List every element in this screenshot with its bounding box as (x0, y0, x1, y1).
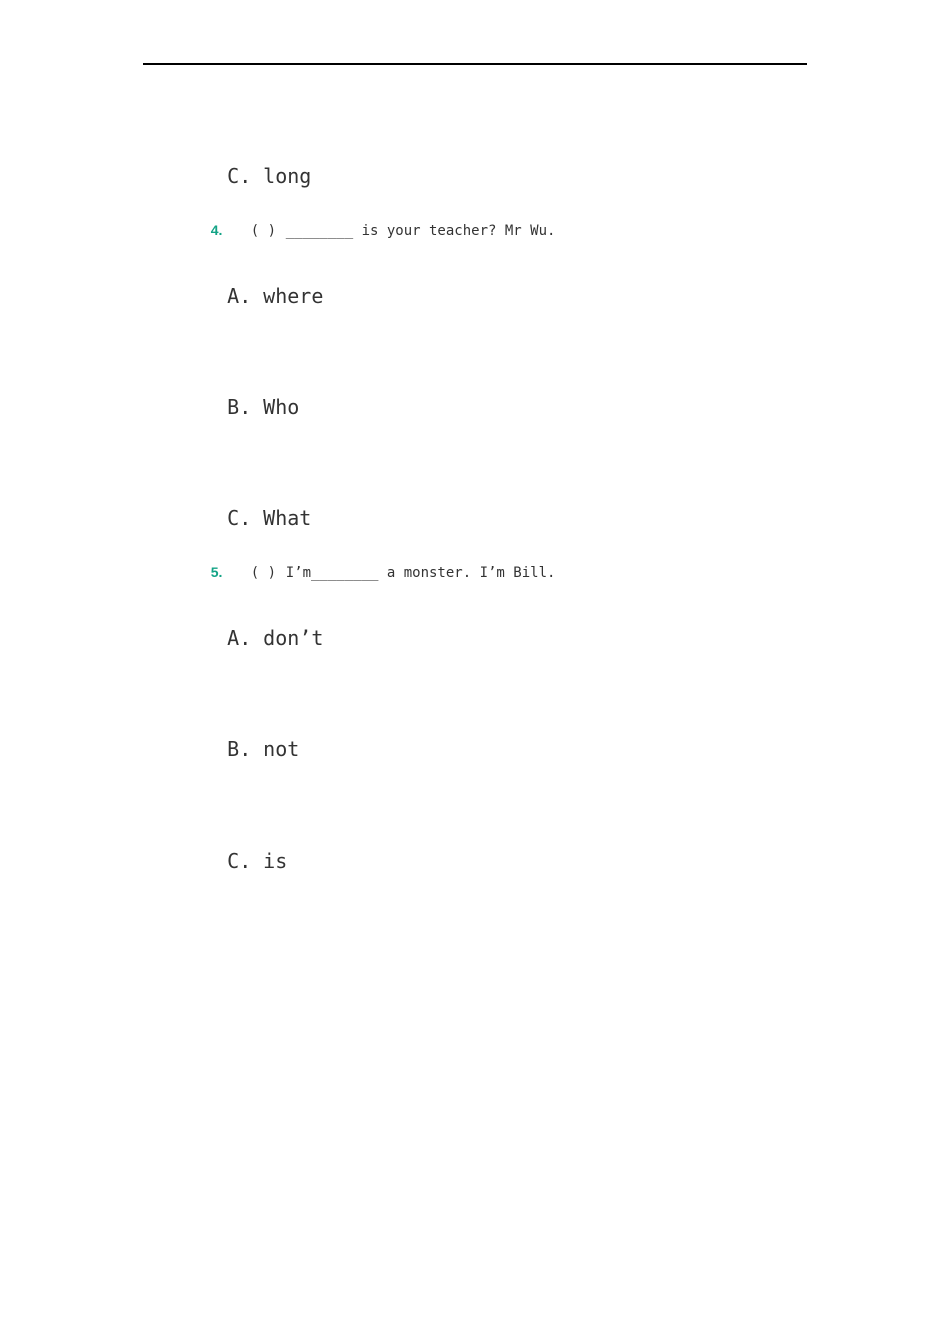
option-text: not (263, 737, 300, 761)
question-stem: I’m________ a monster. I’m Bill. (285, 565, 556, 581)
header-divider (143, 63, 807, 65)
option-letter: C. (227, 506, 252, 530)
option-text: What (263, 506, 312, 530)
option-text: don’t (263, 626, 324, 650)
question-5 (177, 542, 555, 603)
question-5-option-c (179, 825, 287, 897)
question-4 (177, 200, 555, 261)
question-stem: ________ is your teacher? Mr Wu. (285, 223, 556, 239)
option-letter: B. (227, 395, 252, 419)
question-5-option-b (179, 713, 299, 785)
option-text: where (263, 284, 324, 308)
question-4-option-a (179, 260, 323, 332)
answer-paren: ( ) (250, 565, 277, 581)
question-5-option-a (179, 602, 323, 674)
question-number: 5. (210, 564, 223, 580)
option-letter: C. (227, 849, 252, 873)
question-number: 4. (210, 222, 223, 238)
option-text: is (263, 849, 288, 873)
option-letter: B. (227, 737, 252, 761)
option-letter: A. (227, 284, 252, 308)
option-letter: C. (227, 164, 252, 188)
question-4-option-b (179, 371, 299, 443)
option-letter: A. (227, 626, 252, 650)
option-text: Who (263, 395, 300, 419)
option-text: long (263, 164, 312, 188)
answer-paren: ( ) (250, 223, 277, 239)
